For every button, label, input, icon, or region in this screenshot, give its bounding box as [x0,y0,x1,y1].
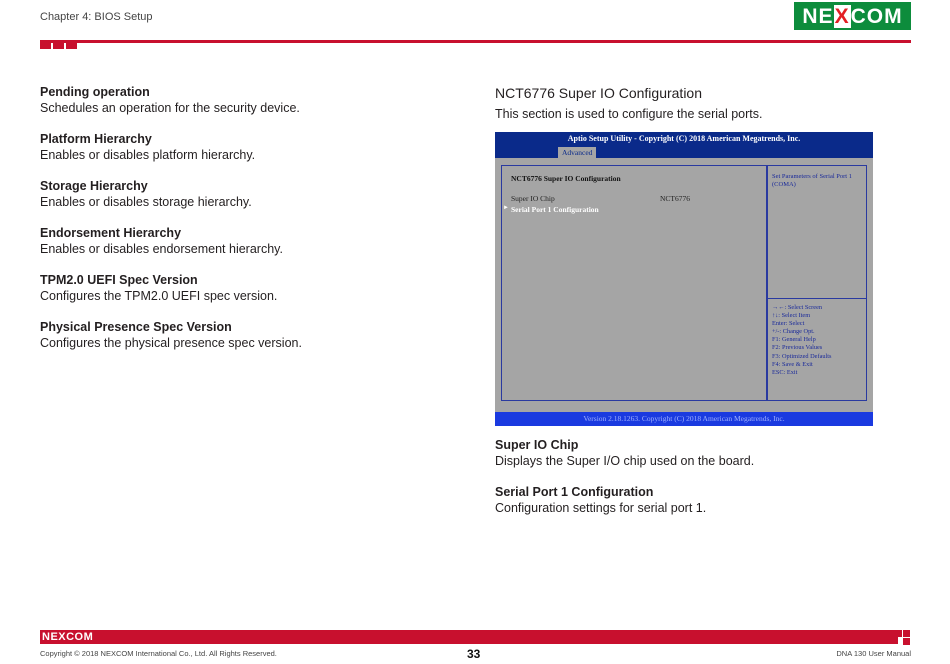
footer-logo: NEXCOM [42,631,94,643]
logo-text-post: COM [850,5,903,28]
item-desc: Configures the TPM2.0 UEFI spec version. [40,289,278,303]
bios-help-text: Set Parameters of Serial Port 1 (COMA) [768,166,866,299]
bios-title-bar: Aptio Setup Utility - Copyright (C) 2018 American Megatrends, Inc. [495,132,873,146]
item-title: Pending operation [40,85,150,99]
item-serial-port-1 [495,484,875,516]
copyright-text: Copyright © 2018 NEXCOM International Co., Ltd. All Rights Reserved. [40,649,277,658]
chapter-title: Chapter 4: BIOS Setup [40,11,153,23]
item-title: Serial Port 1 Configuration [495,485,654,499]
bios-tab-bar [495,146,873,158]
bios-key: F2: Previous Values [772,344,823,352]
bios-chip-label: Super IO Chip [511,194,555,203]
section-desc: This section is used to configure the serial ports. [495,107,763,121]
footer-squares [895,630,911,646]
bios-chip-value: NCT6776 [660,194,690,203]
nexcom-logo [794,2,911,30]
item-pending-operation [40,84,460,116]
left-column [40,84,460,366]
header-squares [40,40,77,49]
item-title: Platform Hierarchy [40,132,152,146]
bios-main-panel [501,165,767,401]
bios-key: F3: Optimized Defaults [772,352,832,360]
bios-key: ESC: Exit [772,368,798,376]
header-rule [40,40,911,43]
item-title: Endorsement Hierarchy [40,226,182,240]
bios-version-bar: Version 2.18.1263. Copyright (C) 2018 American Megatrends, Inc. [495,412,873,426]
item-desc: Schedules an operation for the security device. [40,101,300,115]
bios-tab-advanced[interactable]: Advanced [558,147,596,158]
item-title: Storage Hierarchy [40,179,148,193]
bios-key: →←: Select Screen [772,304,823,311]
item-desc: Displays the Super I/O chip used on the board. [495,454,755,468]
bios-key: F1: General Help [772,336,816,344]
item-title: Super IO Chip [495,438,579,452]
item-physical-presence [40,319,460,351]
bios-key-legend [772,304,864,377]
bios-heading: NCT6776 Super IO Configuration [511,174,621,183]
item-super-io-chip [495,437,875,469]
section-title: NCT6776 Super IO Configuration [495,85,702,101]
item-desc: Enables or disables endorsement hierarchy. [40,242,283,256]
logo-text-x: X [834,5,850,28]
manual-title: DNA 130 User Manual [836,649,911,658]
bios-key: F4: Save & Exit [772,360,813,368]
footer-bar [40,630,898,644]
bios-screen [495,132,873,426]
selection-arrow-icon: ► [503,205,509,211]
item-desc: Enables or disables platform hierarchy. [40,148,256,162]
item-platform-hierarchy [40,131,460,163]
item-desc: Enables or disables storage hierarchy. [40,195,252,209]
bios-key: +/-: Change Opt. [772,328,815,336]
page-number: 33 [467,647,481,661]
right-items [495,437,875,531]
item-title: TPM2.0 UEFI Spec Version [40,273,198,287]
item-desc: Configures the physical presence spec version. [40,336,302,350]
bios-key: ↑↓: Select Item [772,312,811,320]
item-tpm-spec-version [40,272,460,304]
bios-side-panel [767,165,867,401]
logo-text-pre: NE [802,5,834,28]
item-desc: Configuration settings for serial port 1. [495,501,707,515]
item-endorsement-hierarchy [40,225,460,257]
item-storage-hierarchy [40,178,460,210]
section-header [495,84,875,122]
item-title: Physical Presence Spec Version [40,320,232,334]
bios-key: Enter: Select [772,320,805,328]
bios-serial-port-item[interactable]: Serial Port 1 Configuration [511,205,599,214]
